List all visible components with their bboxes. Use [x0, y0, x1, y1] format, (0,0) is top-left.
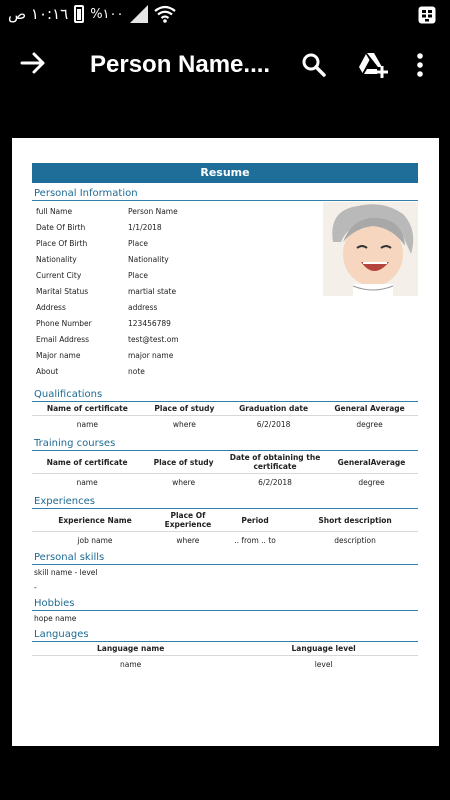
- table-cell: 6/2/2018: [256, 420, 291, 429]
- personal-info-heading: Personal Information: [32, 187, 418, 201]
- table-cell: where: [172, 478, 196, 487]
- info-value: major name: [128, 351, 174, 360]
- languages-table: [32, 642, 418, 673]
- info-value: 1/1/2018: [128, 223, 162, 232]
- clock: ١٠:١٦ ص: [8, 5, 69, 23]
- skills-heading: Personal skills: [32, 551, 418, 565]
- info-key: Place Of Birth: [36, 239, 88, 248]
- column-header: Name of certificate: [32, 451, 142, 474]
- app-bar: [0, 32, 450, 102]
- search-icon[interactable]: [299, 50, 329, 80]
- experiences-heading: Experiences: [32, 495, 418, 509]
- column-header: Date of obtaining the certificate: [225, 451, 325, 474]
- info-value: note: [128, 367, 145, 376]
- column-header: General Average: [321, 402, 418, 416]
- page-title: Person Name....: [90, 51, 271, 78]
- table-cell: description: [334, 536, 376, 545]
- skill-line: -: [34, 583, 37, 592]
- info-key: Email Address: [36, 335, 90, 344]
- status-left: [8, 5, 176, 23]
- table-cell: name: [76, 420, 98, 429]
- info-key: Major name: [36, 351, 81, 360]
- bbm-icon: [418, 6, 436, 24]
- column-header: Place of study: [143, 402, 226, 416]
- column-header: GeneralAverage: [325, 451, 418, 474]
- info-key: Phone Number: [36, 319, 92, 328]
- column-header: Place of study: [142, 451, 225, 474]
- info-key: full Name: [36, 207, 73, 216]
- table-cell: 6/2/2018: [258, 478, 292, 487]
- info-key: Date Of Birth: [36, 223, 86, 232]
- battery-level: %١٠٠: [90, 6, 124, 22]
- table-cell: name: [120, 660, 142, 669]
- info-row: [32, 300, 418, 316]
- table-cell: .. from .. to: [234, 536, 276, 545]
- info-value: Place: [128, 271, 148, 280]
- battery-icon: [74, 5, 84, 23]
- qualifications-table: [32, 402, 418, 433]
- column-header: Graduation date: [226, 402, 321, 416]
- info-key: Current City: [36, 271, 82, 280]
- info-key: Address: [36, 303, 66, 312]
- document-page: [12, 138, 439, 746]
- training-table: [32, 451, 418, 491]
- wifi-icon: [154, 5, 176, 23]
- info-row: [32, 316, 418, 332]
- column-header: Place Of Experience: [158, 509, 218, 532]
- table-cell: job name: [77, 536, 113, 545]
- column-header: Language name: [32, 642, 229, 656]
- table-cell: degree: [358, 478, 385, 487]
- status-right: [418, 6, 436, 28]
- info-key: Marital Status: [36, 287, 89, 296]
- status-bar: [0, 0, 450, 32]
- column-header: Language level: [229, 642, 418, 656]
- table-row: [32, 474, 418, 492]
- info-value: address: [128, 303, 158, 312]
- info-value: martial state: [128, 287, 177, 296]
- table-header-row: [32, 509, 418, 532]
- info-row: [32, 348, 418, 364]
- qualifications-heading: Qualifications: [32, 388, 418, 402]
- back-arrow-icon[interactable]: [20, 50, 46, 82]
- info-value: test@test.om: [128, 335, 179, 344]
- table-cell: where: [176, 536, 200, 545]
- table-cell: name: [76, 478, 98, 487]
- table-header-row: [32, 402, 418, 416]
- signal-icon: [130, 5, 148, 23]
- info-row: [32, 364, 418, 380]
- training-heading: Training courses: [32, 437, 418, 451]
- info-key: Nationality: [36, 255, 77, 264]
- languages-heading: Languages: [32, 628, 418, 642]
- info-value: Person Name: [128, 207, 178, 216]
- resume-document: [32, 163, 418, 673]
- resume-banner: Resume: [32, 163, 418, 183]
- info-value: 123456789: [128, 319, 171, 328]
- skill-line: skill name - level: [34, 568, 98, 577]
- hobbies-heading: Hobbies: [32, 597, 418, 611]
- more-options-icon[interactable]: [405, 50, 435, 80]
- info-row: [32, 332, 418, 348]
- drive-add-icon[interactable]: [358, 50, 388, 80]
- table-row: [32, 656, 418, 674]
- info-value: Place: [128, 239, 148, 248]
- profile-photo: [323, 202, 418, 296]
- table-row: [32, 416, 418, 434]
- table-header-row: [32, 642, 418, 656]
- column-header: Period: [218, 509, 292, 532]
- hobby-line: hope name: [34, 614, 77, 623]
- column-header: Name of certificate: [32, 402, 143, 416]
- table-cell: degree: [356, 420, 383, 429]
- column-header: Experience Name: [32, 509, 158, 532]
- table-cell: level: [314, 660, 333, 669]
- table-cell: where: [172, 420, 196, 429]
- experiences-table: [32, 509, 418, 549]
- table-row: [32, 532, 418, 550]
- table-header-row: [32, 451, 418, 474]
- info-value: Nationality: [128, 255, 169, 264]
- info-key: About: [36, 367, 59, 376]
- column-header: Short description: [292, 509, 418, 532]
